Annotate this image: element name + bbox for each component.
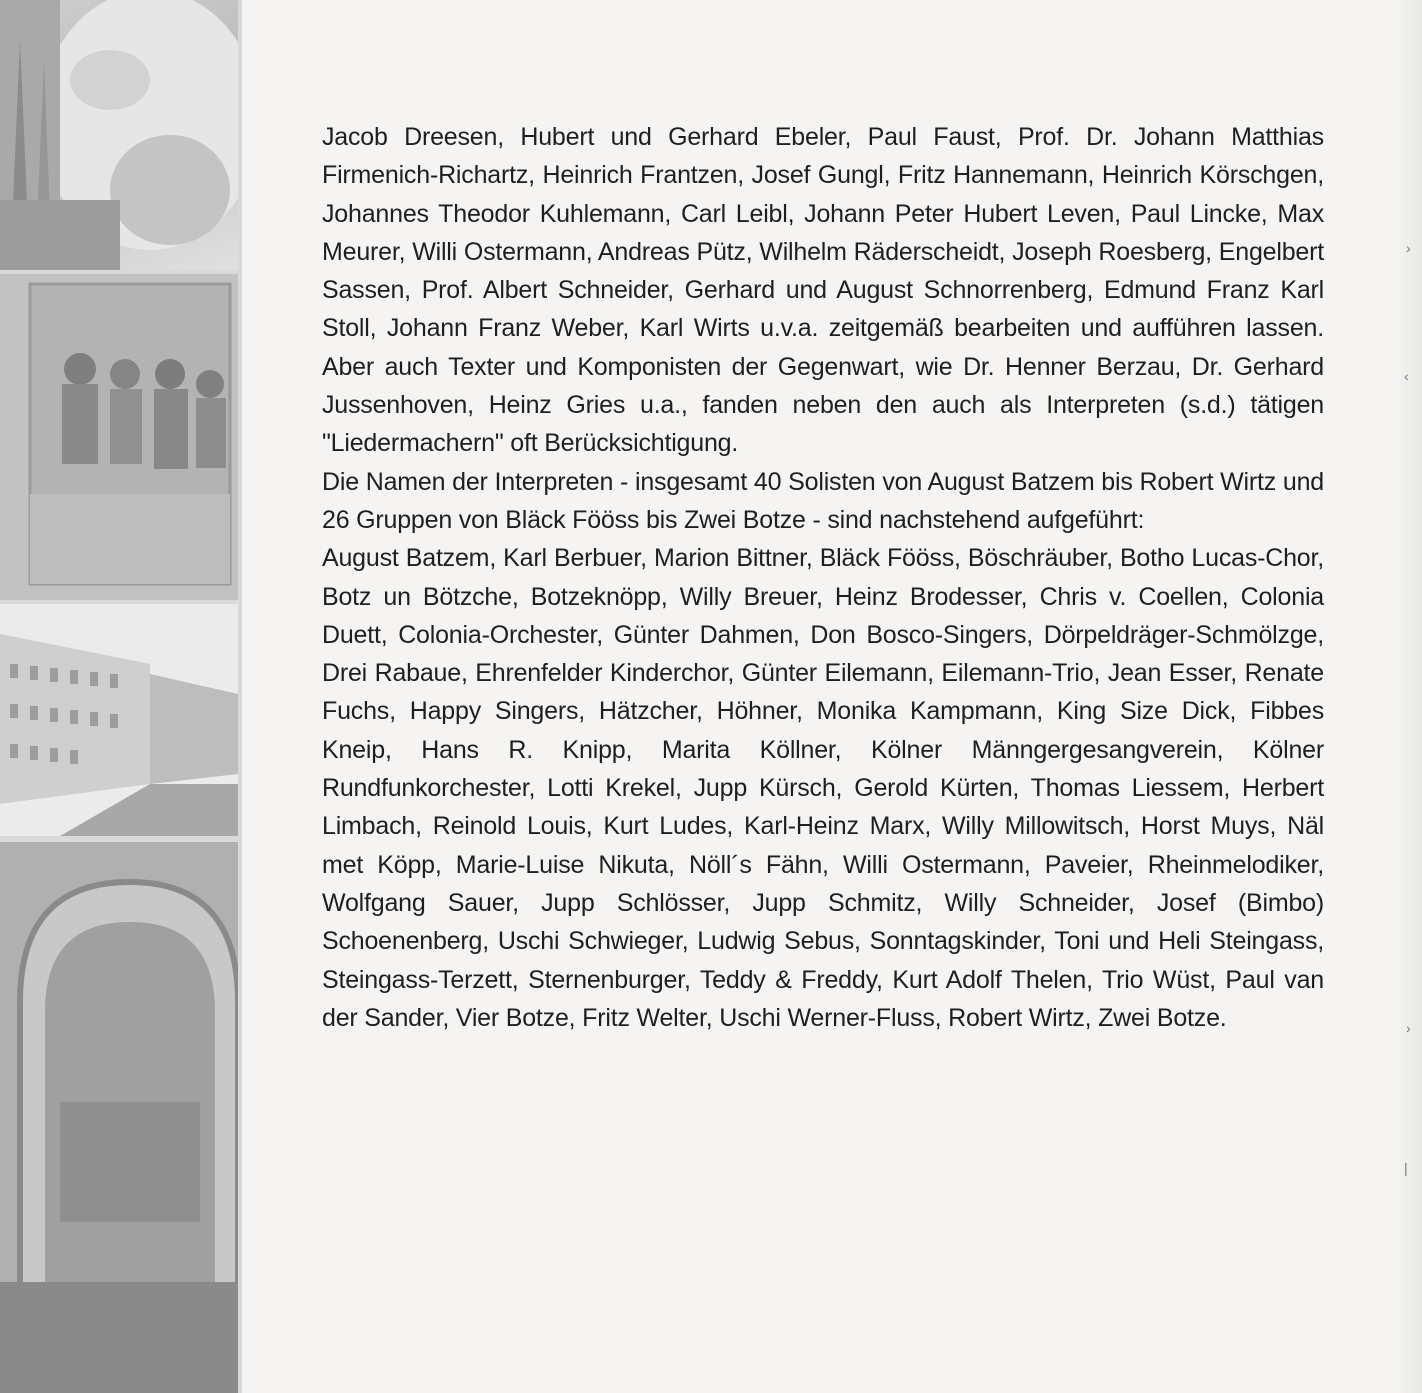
booklet-page bbox=[242, 0, 1422, 1393]
cathedral-photo bbox=[0, 0, 238, 270]
edge-mark: › bbox=[1406, 1020, 1411, 1036]
paragraph-interpreters-intro: Die Namen der Interpreten - insgesamt 40 Solisten von August Batzem bis Robert Wirtz und 26 Gruppen von Bläck Fööss bis Zwei Botze - sind nachstehend aufgeführt: bbox=[322, 467, 1324, 534]
main-text-block bbox=[322, 118, 1324, 1037]
paragraph-lyricists: Jacob Dreesen, Hubert und Gerhard Ebeler, Paul Faust, Prof. Dr. Johann Matthias Firmenich-Richartz, Heinrich Frantzen, Josef Gungl, Fritz Hannemann, Heinrich Körschgen, Johannes Theodor Kuhlemann, Carl Leibl, Johann Peter Hubert Leven, Paul Lincke, Max Meurer, Willi Ostermann, Andreas Pütz, Wilhelm Räderscheidt, Joseph Roesberg, Engelbert Sassen, Prof. Albert Schneider, Gerhard und August Schnorrenberg, Edmund Franz Karl Stoll, Johann Franz Weber, Karl Wirts u.v.a. zeitgemäß bearbeiten und aufführen lassen. Aber auch Texter und Komponisten der Gegenwart, wie Dr. Henner Berzau, Dr. Gerhard Jussenhoven, Heinz Gries u.a., fanden neben den auch als Interpreten (s.d.) tätigen "Liedermachern" oft Berücksichtigung. bbox=[322, 123, 1324, 458]
street-photo bbox=[0, 604, 238, 836]
edge-mark: | bbox=[1404, 1160, 1408, 1176]
collage-strip bbox=[0, 0, 242, 1393]
edge-mark: ‹ bbox=[1404, 368, 1409, 384]
jukebox-photo bbox=[0, 842, 238, 1393]
band-photo bbox=[0, 274, 238, 600]
edge-mark: › bbox=[1406, 240, 1411, 256]
paragraph-interpreters-list: August Batzem, Karl Berbuer, Marion Bittner, Bläck Fööss, Böschräuber, Botho Lucas-Chor, Botz un Bötzche, Botzeknöpp, Willy Breuer, Heinz Brodesser, Chris v. Coellen, Colonia Duett, Colonia-Orchester, Günter Dahmen, Don Bosco-Singers, Dörpeldräger-Schmölzge, Drei Rabaue, Ehrenfelder Kinderchor, Günter Eilemann, Eilemann-Trio, Jean Esser, Renate Fuchs, Happy Singers, Hätzcher, Höhner, Monika Kampmann, King Size Dick, Fibbes Kneip, Hans R. Knipp, Marita Köllner, Kölner Männgergesangverein, Kölner Rundfunkorchester, Lotti Krekel, Jupp Kürsch, Gerold Kürten, Thomas Liessem, Herbert Limbach, Reinold Louis, Kurt Ludes, Karl-Heinz Marx, Willy Millowitsch, Horst Muys, Näl met Köpp, Marie-Luise Nikuta, Nöll´s Fähn, Willi Ostermann, Paveier, Rheinmelodiker, Wolfgang Sauer, Jupp Schlösser, Jupp Schmitz, Willy Schneider, Josef (Bimbo) Schoenenberg, Uschi Schwieger, Ludwig Sebus, Sonntagskinder, Toni und Heli Steingass, Steingass-Terzett, Sternenburger, Teddy & Freddy, Kurt Adolf Thelen, Trio Wüst, Paul van der Sander, Vier Botze, Fritz Welter, Uschi Werner-Fluss, Robert Wirtz, Zwei Botze. bbox=[322, 544, 1324, 1032]
page-edge bbox=[1400, 0, 1422, 1393]
